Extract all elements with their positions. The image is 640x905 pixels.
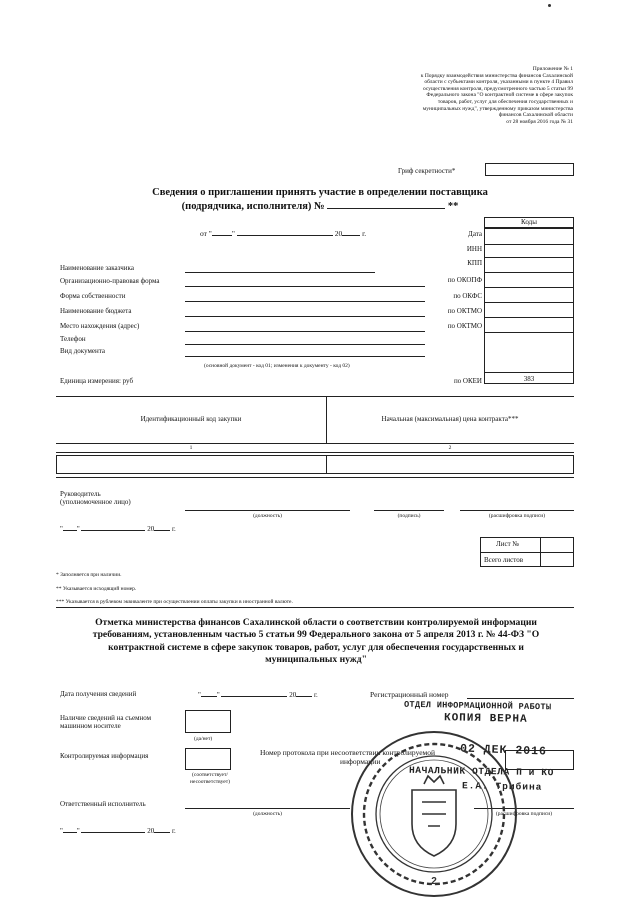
received-date-label: Дата получения сведений (60, 690, 137, 698)
scan-mark (548, 4, 551, 7)
table-num-2: 2 (448, 445, 452, 451)
field-phone: Телефон (60, 335, 86, 343)
doc-type-note: (основной документ - код 01; изменения к документу - код 02) (204, 363, 350, 369)
media-hint: (да/нет) (194, 736, 213, 742)
sheets-total-label: Всего листов (484, 556, 524, 564)
signature-position-hint: (должность) (253, 513, 282, 519)
table-top-border (56, 396, 574, 397)
appendix-line: Федерального закона "О контрактной системе в сфере закупок (426, 92, 573, 99)
controlled-info-box[interactable] (185, 748, 231, 770)
unit-label: Единица измерения: руб (60, 377, 134, 385)
code-label-okopf: по ОКОПФ (447, 276, 482, 284)
copy-stamp-date: 02 ДЕК 2016 (459, 742, 548, 759)
field-legal-form: Организационно-правовая форма (60, 277, 160, 285)
codes-column (484, 228, 574, 384)
copy-stamp-line-2: КОПИЯ ВЕРНА (443, 712, 528, 726)
secrecy-label: Гриф секретности* (398, 167, 456, 175)
copy-stamp-line-1: ОТДЕЛ ИНФОРМАЦИОННОЙ РАБОТЫ (403, 699, 552, 713)
controlled-info-label: Контролируемая информация (60, 752, 149, 760)
executor-decode-hint: (расшифровка подписи) (495, 811, 553, 817)
appendix-line: осуществления контроля, предусмотренного частью 5 статьи 99 (422, 85, 573, 92)
protocol-label: Номер протокола при несоответствии контролируемой информации (260, 748, 436, 766)
registration-number-label: Регистрационный номер (370, 690, 449, 699)
code-label-oktmo: по ОКТМО (447, 307, 482, 315)
footnote-2: ** Указывается исходящий номер. (56, 586, 137, 592)
seal-number: 2 (431, 876, 437, 887)
table-header-max-price: Начальная (максимальная) цена контракта*** (381, 415, 519, 423)
executor-date: " " 20 г. (60, 827, 176, 835)
field-ownership: Форма собственности (60, 292, 126, 300)
codes-header: Коды (484, 217, 574, 228)
executor-label: Ответственный исполнитель (60, 800, 146, 808)
code-label-okfs: по ОКФС (453, 292, 482, 300)
footnote-1: * Заполняется при наличии. (56, 572, 122, 578)
field-budget: Наименование бюджета (60, 307, 132, 315)
table-num-1: 1 (189, 445, 193, 451)
appendix-line: муниципальных нужд", утвержденному приказом министерства (422, 105, 573, 112)
executor-position-hint: (должность) (253, 811, 282, 817)
notice-title: Отметка министерства финансов Сахалинской области о соответствии контролируемой информации требованиям, установленным частью 5 статьи 99 Федерального закона от 5 апреля 2013 г. № 44-ФЗ "О контрактной системе в сфере закупок товаров, работ, услуг для обеспечения государственных и муниципальных нужд" (92, 617, 540, 666)
field-doc-type: Вид документа (60, 347, 106, 355)
document-title (120, 186, 520, 214)
signature-date: " " 20 г. (60, 525, 176, 533)
table-data-row[interactable] (56, 455, 574, 474)
appendix-line: товаров, работ, услуг для обеспечения государственных и (437, 98, 573, 105)
sheet-number-label: Лист № (496, 540, 520, 548)
media-box[interactable] (185, 710, 231, 733)
signature-decode-hint: (расшифровка подписи) (488, 513, 546, 519)
appendix-block (355, 66, 573, 125)
code-label-oktmo-2: по ОКТМО (447, 322, 482, 330)
code-label-kpp: КПП (467, 259, 482, 267)
field-customer-name: Наименование заказчика (60, 264, 134, 272)
appendix-line: Приложение № 1 (532, 66, 573, 72)
footnote-3: *** Указывается в рублевом эквиваленте при осуществлении оплаты закупки в иностранной валюте. (56, 599, 293, 605)
appendix-line: от 28 ноября 2016 года № 31 (506, 118, 573, 125)
signature-sign-hint: (подпись) (397, 513, 421, 519)
appendix-line: финансов Сахалинской области (498, 112, 573, 119)
notice-divider (56, 607, 574, 608)
media-label: Наличие сведений на съемном машинном носителе (60, 714, 152, 731)
okei-label: по ОКЕИ (453, 377, 482, 385)
appendix-line: к Порядку взаимодействия министерства финансов Сахалинской (420, 72, 573, 79)
controlled-info-hint: (соответствует/ несоответствует) (190, 772, 230, 785)
copy-stamp-line-3: НАЧАЛЬНИК ОТДЕЛА П и КО (408, 764, 555, 779)
code-label-inn: ИНН (466, 245, 482, 253)
copy-stamp-name: Е.А. Трибина (461, 780, 543, 793)
title-line-2: (подрядчика, исполнителя) № ** (181, 201, 459, 213)
code-label-date: Дата (468, 230, 482, 238)
title-line-1: Сведения о приглашении принять участие в определении поставщика (152, 187, 488, 198)
seal-svg (348, 728, 520, 900)
field-address: Место нахождения (адрес) (60, 322, 140, 330)
received-date-value: " " 20 г. (198, 691, 318, 699)
signature-head: Руководитель (уполномоченное лицо) (60, 490, 131, 507)
okei-value: 383 (523, 375, 535, 383)
secrecy-box[interactable] (485, 163, 574, 176)
date-line: от " " 20 г. (200, 229, 367, 238)
round-seal (348, 728, 520, 900)
table-header-purchase-code: Идентификационный код закупки (140, 415, 242, 423)
appendix-line: области с субъектами контроля, указанными в пункте 4 Правил (424, 79, 573, 86)
